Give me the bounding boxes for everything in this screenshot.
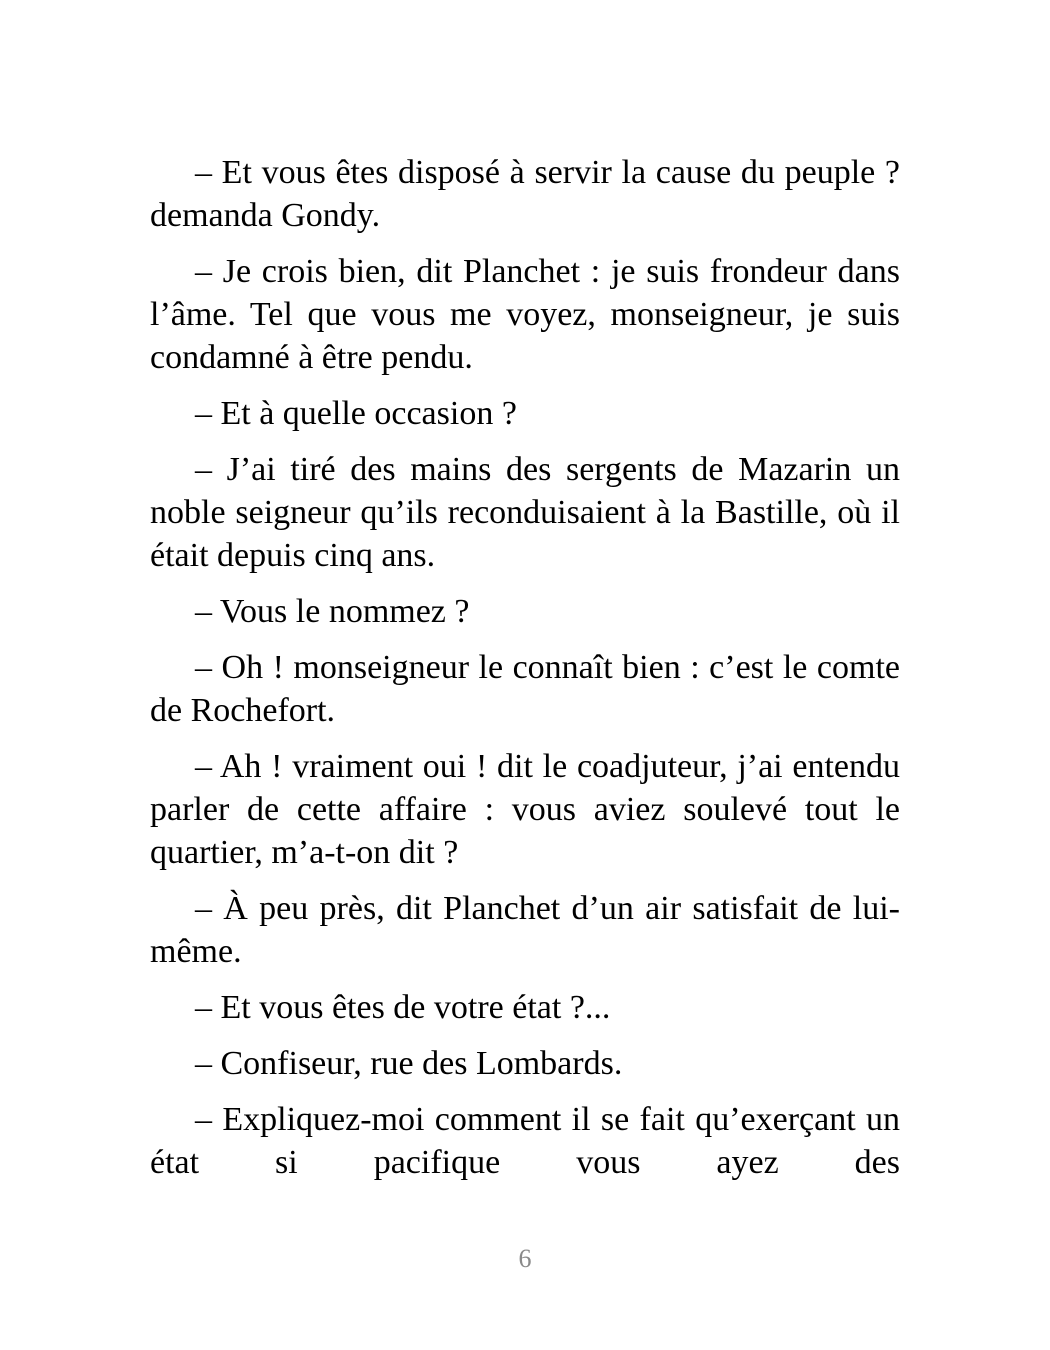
paragraph: – Oh ! monseigneur le connaît bien : c’est le comte de Rochefort.	[150, 649, 900, 729]
paragraph: – J’ai tiré des mains des sergents de Mazarin un noble seigneur qu’ils reconduisaient à la Bastille, où il était depuis cinq ans.	[150, 451, 900, 574]
paragraph: – Confiseur, rue des Lombards.	[195, 1045, 623, 1082]
paragraph: – Et vous êtes disposé à servir la cause du peuple ? demanda Gondy.	[150, 154, 900, 234]
page-body-text	[150, 151, 900, 1197]
paragraph: – Je crois bien, dit Planchet : je suis frondeur dans l’âme. Tel que vous me voyez, monseigneur, je suis condamné à être pendu.	[150, 253, 900, 376]
paragraph: – À peu près, dit Planchet d’un air satisfait de lui-même.	[150, 890, 900, 970]
paragraph: – Ah ! vraiment oui ! dit le coadjuteur, j’ai entendu parler de cette affaire : vous aviez soulevé tout le quartier, m’a-t-on dit ?	[150, 748, 900, 871]
paragraph: – Vous le nommez ?	[195, 593, 470, 630]
page-number: 6	[518, 1244, 532, 1273]
paragraph: – Et à quelle occasion ?	[195, 395, 517, 432]
paragraph: – Expliquez-moi comment il se fait qu’exerçant un état si pacifique vous ayez des	[150, 1101, 900, 1181]
paragraph: – Et vous êtes de votre état ?...	[195, 989, 611, 1026]
